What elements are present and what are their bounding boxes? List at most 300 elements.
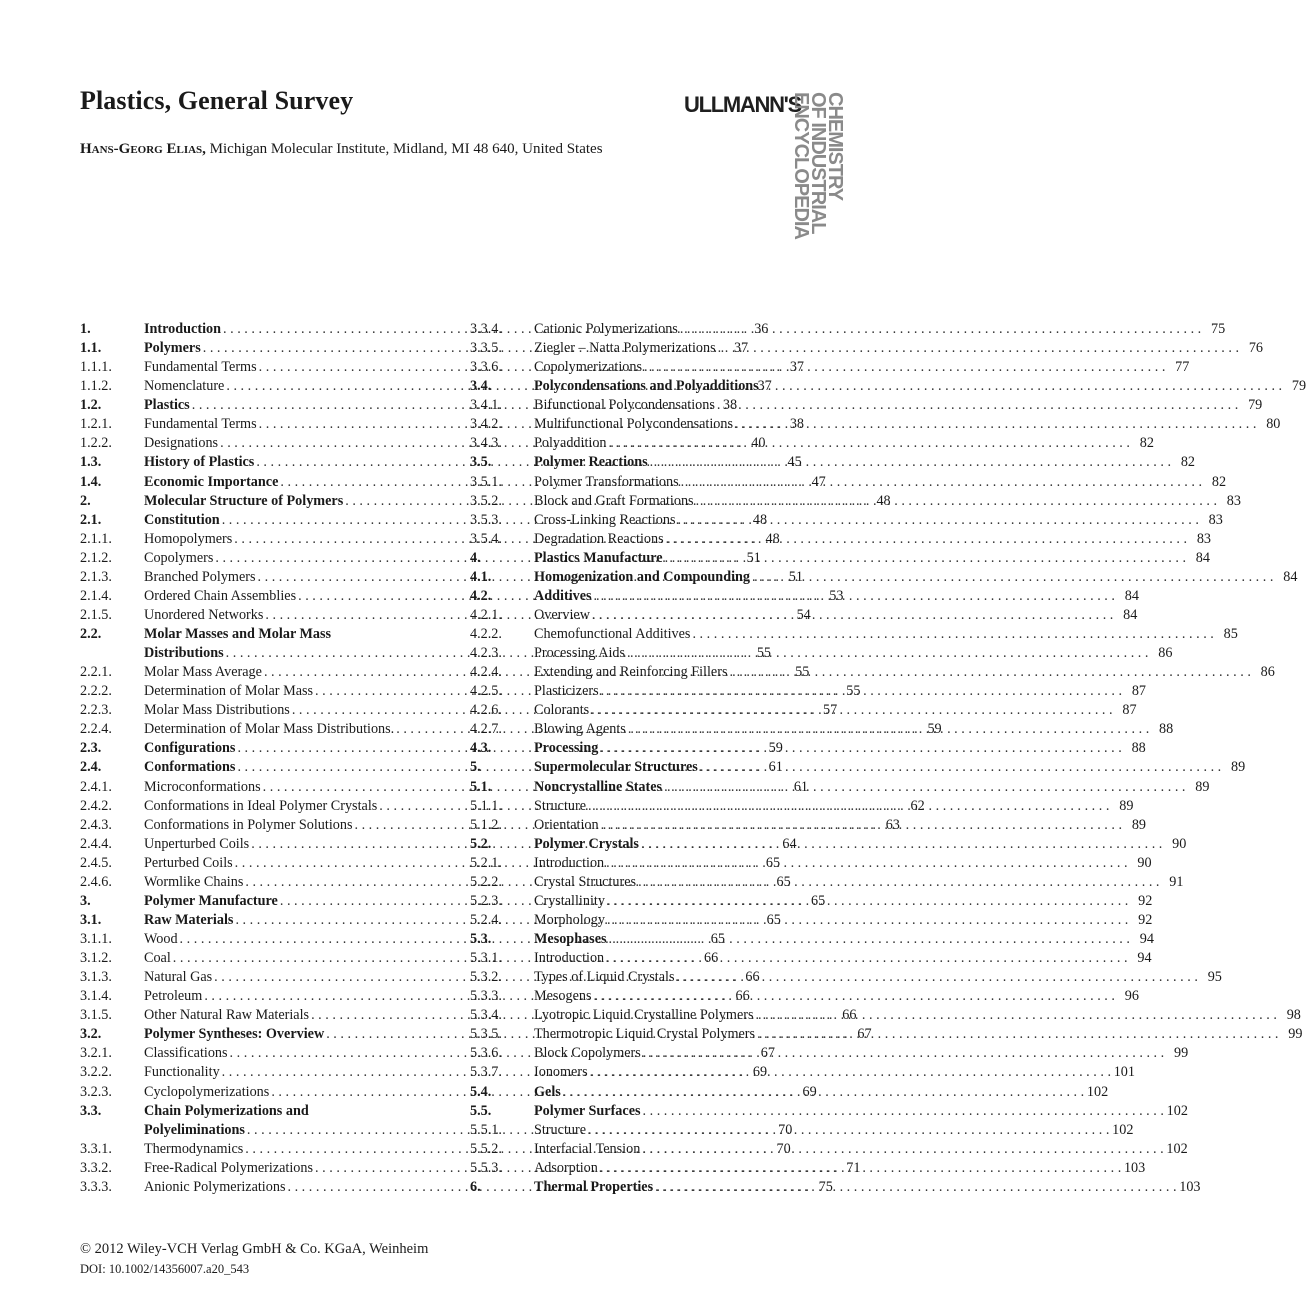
toc-section-number: 3.3.2. [80,1159,112,1176]
toc-entry [470,930,1154,949]
toc-entry [470,873,1184,892]
ullmanns-logo [680,92,846,260]
toc-section-title: Additives [534,587,592,604]
toc-page-number: 94 [1137,950,1152,967]
toc-entry [470,968,1222,987]
toc-section-number: 5.1.1. [470,797,502,814]
copyright-notice: © 2012 Wiley-VCH Verlag GmbH & Co. KGaA, Weinheim [80,1241,429,1257]
toc-section-number: 3.5.1. [470,473,502,490]
toc-section-title: Molar Masses and Molar Mass [144,626,332,642]
toc-page-number: 83 [1226,492,1241,509]
toc-section-number: 5.5. [470,1102,492,1119]
toc-dot-leader [664,778,1185,797]
toc-page-number: 99 [1288,1026,1303,1043]
toc-section-number: 2.1.5. [80,606,112,623]
author-line [80,141,603,158]
toc-page-number: 89 [1195,778,1210,795]
toc-section-title: Extending and Reinforcing Fillers [534,664,728,681]
toc-section-number: 3.1.3. [80,969,112,986]
toc-page-number: 92 [1138,911,1153,928]
toc-section-title: Degradation Reactions [534,530,664,547]
toc-dot-leader [607,911,1128,930]
toc-page-number: 76 [1248,340,1264,357]
toc-dot-leader [591,701,1112,720]
toc-section-title: Fundamental Terms [144,416,257,433]
toc-section-number: 4. [470,549,481,566]
toc-page-number: 61 [793,778,809,795]
toc-dot-leader [588,1121,1109,1140]
toc-section-title: Morphology [534,911,605,928]
toc-page-number: 88 [1159,721,1174,738]
toc-entry [470,339,1264,358]
toc-section-title: Processing Aids [534,645,626,662]
toc-section-title: Polymer Crystals [534,835,639,852]
toc-section-number: 3.2.2. [80,1064,112,1081]
toc-page-number: 89 [1231,759,1246,776]
toc-page-number: 85 [1223,626,1238,642]
toc-dot-leader [644,358,1165,377]
toc-section-number: 5.3.4. [470,1007,502,1024]
toc-page-number: 84 [1195,549,1210,566]
toc-page-number: 70 [776,1140,791,1157]
toc-dot-leader [642,1140,1163,1159]
toc-section-title: Blowing Agents [534,721,626,738]
toc-page-number: 65 [766,911,781,928]
toc-section-title: Overview [534,606,590,623]
toc-section-title: Constitution [144,511,220,528]
toc-page-number: 77 [1175,359,1190,376]
toc-entry [470,625,1238,644]
toc-dot-leader [680,320,1201,339]
toc-page-number: 63 [885,816,900,833]
toc-section-title: Branched Polymers [144,568,256,585]
toc-page-number: 70 [778,1121,793,1138]
toc-entry [470,511,1223,530]
toc-section-number: 1.4. [80,473,102,490]
toc-section-number: 5.3. [470,931,492,947]
toc-section-number: 2.1.2. [80,549,112,566]
toc-dot-leader [676,968,1197,987]
toc-section-number: 5.3.3. [470,988,502,1005]
toc-section-number: 3.3.1. [80,1140,112,1157]
toc-section-number: 1.1.1. [80,359,112,376]
toc-section-number: 2.4.6. [80,873,112,890]
toc-section-title: Ziegler – Natta Polymerizations [534,340,716,357]
toc-section-number: 4.1. [470,568,492,585]
toc-section-title: Homogenization and Compounding [534,568,751,585]
toc-section-title: Economic Importance [144,473,279,490]
toc-page-number: 62 [910,797,925,814]
toc-page-number: 37 [733,340,749,357]
logo-line-industrial: OF INDUSTRIAL [807,92,829,234]
toc-section-title: Chain Polymerizations and [144,1102,309,1119]
toc-dot-leader [696,492,1217,511]
toc-section-number: 3. [80,892,91,909]
toc-page-number: 75 [1211,321,1226,337]
toc-section-number: 5.3.2. [470,969,502,986]
toc-section-number: 2. [80,492,91,509]
toc-page-number: 36 [754,321,769,337]
toc-section-number: 2.4.2. [80,797,112,814]
toc-dot-leader [594,987,1115,1006]
toc-entry [470,1083,1109,1102]
toc-entry [470,415,1281,434]
toc-page-number: 59 [927,721,942,738]
page-title: Plastics, General Survey [80,86,354,115]
toc-section-title: Plastics Manufacture [534,549,663,566]
toc-page-number: 38 [722,397,738,414]
toc-section-number: 3.5.4. [470,530,502,547]
toc-page-number: 65 [811,892,826,909]
toc-section-title: Colorants [534,702,590,719]
toc-page-number: 55 [756,645,772,662]
toc-section-title: Configurations [144,740,236,757]
toc-page-number: 86 [1260,664,1275,681]
toc-page-number: 38 [789,416,805,433]
toc-entry [470,949,1152,968]
toc-section-title: Classifications [144,1045,228,1062]
toc-page-number: 90 [1137,854,1152,871]
toc-section-number: 2.1.4. [80,587,112,604]
toc-section-number: 2.4.4. [80,835,112,852]
toc-section-title: Polymer Syntheses: Overview [144,1026,325,1043]
toc-section-number: 3.4.2. [470,416,502,433]
toc-section-number: 3.5.2. [470,492,502,509]
toc-section-title: Polyaddition [534,435,607,452]
toc-section-number: 5.2.2. [470,873,502,890]
toc-section-number: 3.2. [80,1026,102,1043]
toc-page-number: 87 [1122,702,1137,719]
toc-section-number: 4.3. [470,740,492,757]
toc-entry [470,606,1138,625]
toc-dot-leader [692,625,1213,644]
toc-section-number: 3.5. [470,454,492,471]
toc-section-title: Polycondensations and Polyadditions [534,378,759,395]
toc-entry [80,625,450,644]
toc-section-title: Designations [144,435,219,452]
toc-dot-leader [761,377,1282,396]
toc-section-title: Wood [144,931,178,947]
toc-entry [470,587,1139,606]
toc-page-number: 88 [1131,740,1146,757]
toc-section-title: Polymer Surfaces [534,1102,641,1119]
toc-section-number: 4.2.1. [470,606,502,623]
toc-section-number: 5.5.1. [470,1121,502,1138]
toc-section-number: 5. [470,759,481,776]
author-name: Hans-Georg Elias, [80,141,206,157]
toc-page-number: 86 [1158,645,1173,662]
toc-dot-leader [650,453,1171,472]
toc-page-number: 61 [768,759,783,776]
toc-section-title: Orientation [534,816,599,833]
toc-dot-leader [638,873,1159,892]
toc-section-title: Coal [144,950,171,967]
toc-page-number: 65 [776,873,791,890]
toc-section-title: Copolymerizations [534,359,642,376]
toc-entry [470,663,1275,682]
toc-dot-leader [717,396,1238,415]
toc-section-number: 2.1.1. [80,530,112,547]
toc-dot-leader [757,1025,1278,1044]
toc-page-number: 47 [811,473,826,490]
toc-section-number: 3.3.6. [470,359,502,376]
toc-page-number: 67 [760,1045,775,1062]
toc-section-number: 3.4.3. [470,435,502,452]
toc-entry [470,1121,1134,1140]
toc-section-title: Copolymers [144,549,214,566]
toc-dot-leader [594,587,1115,606]
toc-page-number: 80 [1266,416,1281,433]
toc-dot-leader [735,415,1256,434]
toc-dot-leader [590,1063,1111,1082]
toc-section-title: Plastics [144,397,190,414]
toc-section-title: Molar Mass Average [144,664,262,681]
toc-entry [470,434,1154,453]
toc-section-title: Gels [534,1083,561,1100]
toc-section-number: 1.2. [80,397,102,414]
toc-page-number: 71 [846,1159,861,1176]
toc-entry [470,1178,1201,1197]
toc-page-number: 101 [1113,1064,1135,1081]
toc-section-number: 2.4. [80,759,102,776]
toc-dot-leader [627,644,1148,663]
toc-section-number: 4.2.5. [470,683,502,700]
toc-section-title: Other Natural Raw Materials [144,1007,310,1024]
toc-section-number: 1.2.1. [80,416,112,433]
toc-page-number: 102 [1112,1121,1134,1138]
toc-section-number: 2.2.2. [80,683,112,700]
toc-section-number: 3.2.1. [80,1045,112,1062]
toc-page-number: 99 [1174,1045,1189,1062]
toc-page-number: 94 [1139,931,1154,947]
toc-entry [470,473,1227,492]
toc-section-title: Homopolymers [144,530,233,547]
toc-page-number: 66 [842,1007,857,1024]
toc-section-number: 3.3.3. [80,1178,112,1195]
toc-section-title: Thermotropic Liquid Crystal Polymers [534,1026,756,1043]
toc-section-number: 5.2. [470,835,492,852]
toc-page-number: 90 [1172,835,1187,852]
toc-section-title: Mesophases [534,931,607,947]
toc-section-title: Petroleum [144,988,203,1005]
toc-page-number: 55 [846,683,861,700]
toc-section-title: Cyclopolymerizations [144,1083,270,1100]
toc-page-number: 48 [876,492,891,509]
toc-section-number: 5.1. [470,778,492,795]
toc-section-number: 5.5.3. [470,1159,502,1176]
toc-page-number: 48 [765,530,780,547]
toc-section-number: 2.2.4. [80,721,112,738]
toc-section-number: 1.2.2. [80,435,112,452]
toc-dot-leader [700,758,1221,777]
toc-section-number: 2.2. [80,626,102,642]
toc-page-number: 96 [1124,988,1139,1005]
toc-section-title: Determination of Molar Mass [144,683,314,700]
toc-section-number: 3.3.4. [470,321,502,337]
toc-dot-leader [563,1083,1084,1102]
toc-section-number: 5.3.5. [470,1026,502,1043]
toc-section-title: Molar Mass Distributions [144,702,290,719]
toc-section-number: 2.4.5. [80,854,112,871]
toc-section-title: Determination of Molar Mass Distributions. [144,721,395,738]
toc-section-number: 1.1.2. [80,378,112,395]
toc-section-number: 1.1. [80,340,102,357]
toc-page-number: 102 [1086,1083,1109,1100]
toc-section-title: Polymers [144,340,201,357]
toc-entry [80,1102,450,1121]
toc-page-number: 79 [1248,397,1263,414]
toc-entry [470,1140,1188,1159]
toc-section-number: 5.4. [470,1083,492,1100]
toc-entry [470,758,1246,777]
toc-page-number: 51 [746,549,761,566]
toc-entry [470,1044,1189,1063]
toc-section-title: Perturbed Coils [144,854,233,871]
toc-section-title: Noncrystalline States [534,778,663,795]
toc-section-title: Structure [534,797,587,814]
toc-entry [470,644,1173,663]
toc-page-number: 54 [796,606,811,623]
toc-section-number: 2.2.1. [80,664,112,681]
toc-section-number: 3.1.5. [80,1007,112,1024]
toc-entry [470,377,1306,396]
toc-dot-leader [592,606,1113,625]
toc-section-number: 2.2.3. [80,702,112,719]
toc-page-number: 67 [857,1026,872,1043]
toc-dot-leader [609,930,1130,949]
toc-section-number: 5.1.2. [470,816,502,833]
toc-section-title: Lyotropic Liquid Crystalline Polymers [534,1007,754,1024]
toc-entry [470,835,1187,854]
doi: DOI: 10.1002/14356007.a20_543 [80,1262,250,1276]
toc-section-title: Chemofunctional Additives [534,626,691,642]
toc-section-title: Distributions [144,645,224,662]
toc-entry [470,549,1210,568]
toc-page-number: 83 [1196,530,1212,547]
toc-entry [470,1102,1188,1121]
toc-page-number: 79 [1291,378,1306,395]
toc-dot-leader [600,1159,1121,1178]
toc-section-title: Free-Radical Polymerizations [144,1159,314,1176]
toc-page-number: 59 [768,740,783,757]
toc-dot-leader [655,1178,1176,1197]
toc-page-number: 53 [829,587,844,604]
toc-page-number: 37 [789,359,805,376]
toc-dot-leader [681,473,1202,492]
toc-dot-leader [601,816,1122,835]
toc-section-title: History of Plastics [144,454,255,471]
toc-section-number: 3.4.1. [470,397,502,414]
toc-section-number: 2.1.3. [80,568,112,585]
toc-section-number: 3.1.1. [80,931,112,947]
toc-entry [470,854,1152,873]
toc-dot-leader [600,739,1121,758]
toc-section-number: 4.2.6. [470,702,502,719]
toc-page-number: 83 [1208,511,1223,528]
toc-section-title: Polyeliminations [144,1121,245,1138]
toc-section-number: 1. [80,321,91,337]
toc-page-number: 40 [751,435,766,452]
toc-page-number: 84 [1124,587,1139,604]
toc-section-number: 2.1. [80,511,102,528]
toc-section-title: Polymer Reactions [534,454,648,471]
toc-section-number: 5.2.1. [470,854,502,871]
toc-section-number: 5.2.4. [470,911,502,928]
toc-section-number: 3.2.3. [80,1083,112,1100]
toc-page-number: 37 [757,378,772,395]
toc-section-title: Introduction [534,950,605,967]
toc-entry [470,739,1146,758]
toc-page-number: 98 [1286,1007,1301,1024]
toc-section-title: Multifunctional Polycondensations [534,416,733,433]
toc-section-number: 6. [470,1178,481,1195]
toc-page-number: 66 [745,969,760,986]
toc-section-number: 3.4. [470,378,492,395]
toc-page-number: 66 [704,950,719,967]
toc-dot-leader [752,568,1273,587]
toc-section-title: Raw Materials [144,911,234,928]
toc-section-title: Molecular Structure of Polymers [144,492,344,509]
toc-page-number: 91 [1169,873,1184,890]
toc-section-title: Crystal Structures [534,873,637,890]
toc-page-number: 51 [788,568,803,585]
toc-section-number: 2.4.3. [80,816,112,833]
toc-section-title: Nomenclature [144,378,225,395]
toc-entry [470,530,1212,549]
toc-section-number: 4.2.2. [470,626,502,642]
toc-section-title: Conformations in Polymer Solutions [144,816,353,833]
toc-section-title: Ionomers [534,1064,588,1081]
toc-entry [470,778,1210,797]
toc-dot-leader [609,434,1130,453]
toc-entry [470,911,1153,930]
toc-section-number: 3.1.2. [80,950,112,967]
toc-entry [470,987,1139,1006]
toc-page-number: 48 [752,511,768,528]
toc-entry [470,1063,1135,1082]
toc-section-number: 5.3.6. [470,1045,502,1062]
toc-page-number: 65 [765,854,781,871]
toc-section-title: Mesogens [534,988,592,1005]
toc-section-title: Thermodynamics [144,1140,244,1157]
toc-entry [470,568,1298,587]
toc-dot-leader [729,663,1250,682]
toc-section-title: Crystallinity [534,892,605,909]
toc-page-number: 66 [735,988,750,1005]
toc-page-number: 103 [1123,1159,1146,1176]
toc-section-number: 5.3.1. [470,950,502,967]
toc-section-title: Supermolecular Structures [534,759,698,776]
toc-entry [470,701,1137,720]
toc-section-number: 4.2.3. [470,645,502,662]
toc-section-title: Introduction [144,321,221,337]
toc-section-number: 4.2.4. [470,664,502,681]
toc-section-title: Introduction [534,854,605,871]
toc-page-number: 65 [710,931,725,947]
toc-page-number: 89 [1131,816,1147,833]
toc-entry [470,453,1195,472]
toc-dot-leader [643,1102,1164,1121]
toc-section-title: Functionality [144,1064,220,1081]
toc-page-number: 102 [1166,1140,1188,1157]
toc-section-number: 4.2. [470,587,492,604]
toc-section-title: Conformations in Ideal Polymer Crystals [144,797,378,814]
toc-dot-leader [606,854,1127,873]
toc-page-number: 64 [782,835,797,852]
toc-section-number: 3.3.5. [470,340,502,357]
toc-section-title: Adsorption [534,1159,598,1176]
toc-dot-leader [606,949,1127,968]
